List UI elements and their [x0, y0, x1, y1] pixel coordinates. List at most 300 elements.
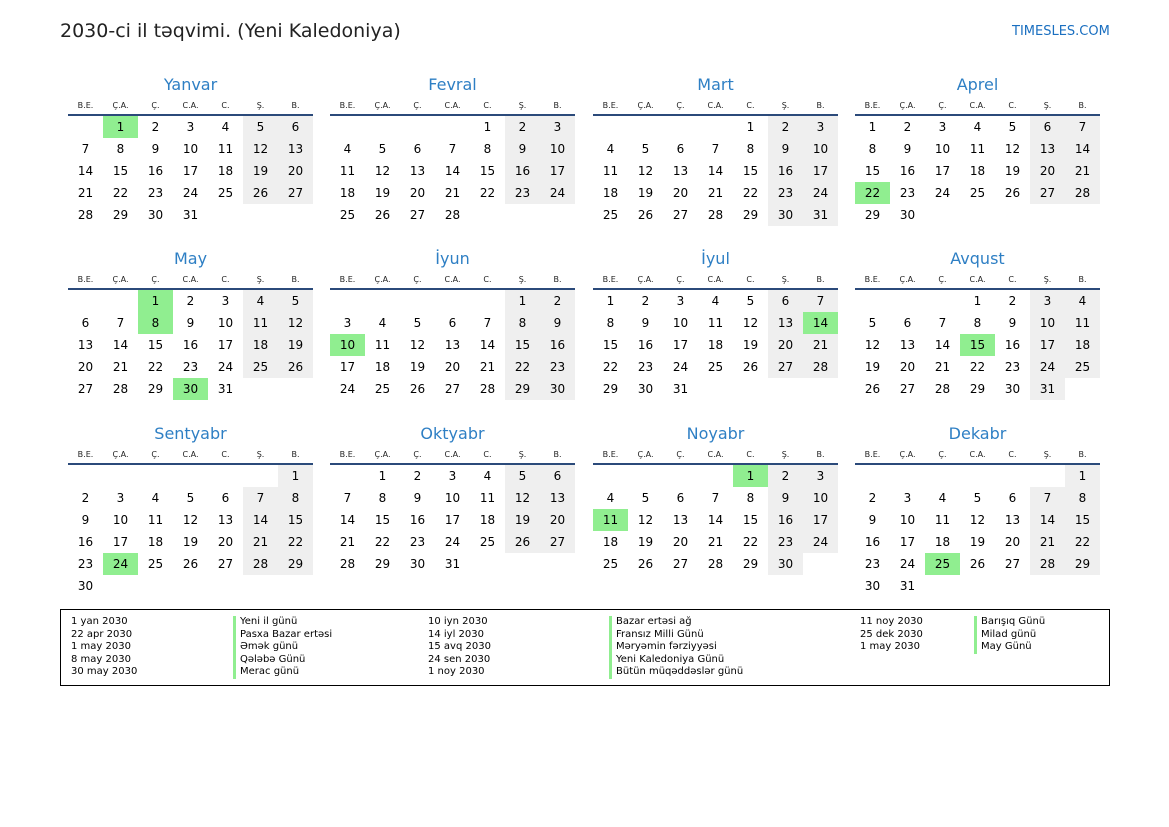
day-cell: 19	[742, 338, 759, 352]
weekday-header	[330, 447, 575, 465]
weekday-label: B.E.	[602, 275, 619, 284]
day-cell: 6	[1030, 116, 1065, 138]
day-cell: 7	[343, 491, 352, 505]
weekday-label: B.E.	[864, 101, 881, 110]
day-cell: 30	[540, 378, 575, 400]
legend-holiday-name: Bazar ertəsi ağ	[609, 616, 743, 629]
weekday-label: C.	[1008, 450, 1017, 459]
month-2	[593, 72, 838, 226]
day-cell: 28	[444, 208, 461, 222]
day-cell: 5	[641, 142, 650, 156]
day-cell: 11	[374, 338, 391, 352]
month-7	[855, 246, 1100, 400]
day-cell: 8	[378, 491, 387, 505]
empty-cell	[960, 465, 995, 487]
day-cell: 12	[409, 338, 426, 352]
day-cell: 1	[973, 294, 982, 308]
day-cell: 15	[505, 334, 540, 356]
day-cell: 8	[1065, 487, 1100, 509]
month-0	[68, 72, 313, 226]
weekday-label: B.E.	[864, 450, 881, 459]
day-cell: 26	[182, 557, 199, 571]
day-cell: 11	[707, 316, 724, 330]
day-cell: 17	[540, 160, 575, 182]
empty-cell	[628, 465, 663, 487]
day-cell: 16	[1004, 338, 1021, 352]
day-cell: 10	[182, 142, 199, 156]
day-cell: 30	[864, 579, 881, 593]
day-cell: 17	[934, 164, 951, 178]
weekday-label: B.E.	[77, 450, 94, 459]
day-cell: 20	[672, 535, 689, 549]
day-cell: 5	[413, 316, 422, 330]
day-cell: 15	[479, 164, 496, 178]
weekday-label: Ş.	[256, 275, 265, 284]
weekday-label: Ş.	[1043, 450, 1052, 459]
day-cell: 25	[217, 186, 234, 200]
weekday-label: B.	[553, 101, 562, 110]
day-cell: 20	[278, 160, 313, 182]
day-cell: 12	[864, 338, 881, 352]
day-cell: 21	[1030, 531, 1065, 553]
day-grid	[593, 465, 838, 575]
day-cell: 28	[339, 557, 356, 571]
weekday-label: Ç.	[151, 275, 160, 284]
month-4	[68, 246, 313, 400]
weekday-label: B.	[1078, 101, 1087, 110]
day-cell: 6	[903, 316, 912, 330]
day-cell: 24	[339, 382, 356, 396]
day-cell: 29	[602, 382, 619, 396]
day-cell: 5	[641, 491, 650, 505]
weekday-label: Ç.A.	[899, 450, 916, 459]
day-cell: 5	[186, 491, 195, 505]
day-cell: 12	[1004, 142, 1021, 156]
day-cell: 30	[768, 204, 803, 226]
day-grid	[855, 290, 1100, 400]
weekday-label: B.E.	[77, 275, 94, 284]
day-cell: 27	[1004, 557, 1021, 571]
day-cell: 5	[1008, 120, 1017, 134]
day-cell: 17	[182, 164, 199, 178]
day-cell: 27	[672, 557, 689, 571]
empty-cell	[365, 116, 400, 138]
day-cell: 6	[676, 491, 685, 505]
day-cell: 1	[1065, 465, 1100, 487]
day-cell: 16	[637, 338, 654, 352]
empty-cell	[103, 290, 138, 312]
day-cell: 18	[339, 186, 356, 200]
day-cell: 5	[378, 142, 387, 156]
month-8	[68, 421, 313, 597]
month-1	[330, 72, 575, 226]
weekday-label: Ç.A.	[112, 450, 129, 459]
day-grid	[330, 116, 575, 226]
month-name: Aprel	[956, 75, 999, 94]
day-cell: 21	[112, 360, 129, 374]
day-cell: 31	[672, 382, 689, 396]
day-cell: 10	[672, 316, 689, 330]
day-cell: 28	[77, 208, 94, 222]
day-cell: 13	[409, 164, 426, 178]
day-cell: 22	[479, 186, 496, 200]
day-cell: 18	[707, 338, 724, 352]
day-grid	[330, 290, 575, 400]
day-cell: 16	[505, 160, 540, 182]
legend-date: 10 iyn 2030	[428, 616, 488, 627]
day-cell: 14	[1030, 509, 1065, 531]
empty-cell	[663, 116, 698, 138]
weekday-label: C.	[746, 101, 755, 110]
day-cell: 19	[1004, 164, 1021, 178]
day-cell: 21	[339, 535, 356, 549]
day-cell: 17	[672, 338, 689, 352]
weekday-label: C.	[1008, 101, 1017, 110]
day-cell: 29	[969, 382, 986, 396]
weekday-label: C.A.	[182, 101, 199, 110]
legend-names-col-3	[974, 616, 1045, 654]
day-cell: 1	[606, 294, 615, 308]
day-cell: 24	[934, 186, 951, 200]
day-cell: 23	[77, 557, 94, 571]
legend-date: 11 noy 2030	[860, 616, 923, 627]
day-cell: 26	[637, 557, 654, 571]
legend-date: 1 may 2030	[71, 641, 131, 652]
day-cell: 26	[969, 557, 986, 571]
day-cell: 13	[217, 513, 234, 527]
day-cell: 17	[112, 535, 129, 549]
empty-cell	[365, 290, 400, 312]
day-cell: 4	[711, 294, 720, 308]
day-grid	[593, 290, 838, 400]
weekday-label: Ç.	[676, 101, 685, 110]
day-cell: 8	[746, 491, 755, 505]
day-cell: 31	[217, 382, 234, 396]
day-cell: 6	[676, 142, 685, 156]
day-cell: 2	[903, 120, 912, 134]
holiday-day-cell: 15	[960, 334, 995, 356]
day-cell: 25	[479, 535, 496, 549]
day-cell: 3	[540, 116, 575, 138]
day-cell: 1	[483, 120, 492, 134]
day-cell: 15	[278, 509, 313, 531]
day-cell: 26	[742, 360, 759, 374]
legend-date: 25 dek 2030	[860, 628, 923, 640]
day-cell: 17	[899, 535, 916, 549]
day-cell: 11	[602, 164, 619, 178]
day-cell: 27	[77, 382, 94, 396]
legend-holiday-name: Bütün müqəddəslər günü	[609, 666, 743, 679]
empty-cell	[925, 290, 960, 312]
day-cell: 20	[672, 186, 689, 200]
day-cell: 10	[112, 513, 129, 527]
day-cell: 4	[606, 142, 615, 156]
day-cell: 11	[339, 164, 356, 178]
day-cell: 28	[934, 382, 951, 396]
day-cell: 20	[444, 360, 461, 374]
weekday-label: C.	[221, 450, 230, 459]
weekday-header	[855, 272, 1100, 290]
day-cell: 30	[768, 553, 803, 575]
month-3	[855, 72, 1100, 226]
day-cell: 11	[479, 491, 496, 505]
day-cell: 4	[378, 316, 387, 330]
day-cell: 7	[803, 290, 838, 312]
weekday-label: B.	[816, 275, 825, 284]
day-cell: 17	[339, 360, 356, 374]
day-cell: 6	[221, 491, 230, 505]
day-cell: 3	[803, 465, 838, 487]
day-cell: 8	[606, 316, 615, 330]
day-cell: 22	[969, 360, 986, 374]
weekday-label: Ç.A.	[112, 101, 129, 110]
weekday-label: B.E.	[602, 101, 619, 110]
day-cell: 20	[899, 360, 916, 374]
weekday-header	[593, 272, 838, 290]
day-cell: 16	[182, 338, 199, 352]
day-cell: 26	[374, 208, 391, 222]
day-cell: 29	[742, 557, 759, 571]
day-cell: 1	[868, 120, 877, 134]
weekday-label: Ş.	[781, 275, 790, 284]
empty-cell	[593, 465, 628, 487]
day-cell: 23	[864, 557, 881, 571]
day-cell: 3	[221, 294, 230, 308]
weekday-label: Ç.	[938, 275, 947, 284]
day-cell: 19	[864, 360, 881, 374]
day-cell: 12	[505, 487, 540, 509]
day-cell: 24	[803, 531, 838, 553]
day-cell: 14	[707, 513, 724, 527]
day-cell: 25	[969, 186, 986, 200]
day-cell: 14	[339, 513, 356, 527]
day-cell: 14	[934, 338, 951, 352]
weekday-header	[855, 98, 1100, 116]
weekday-label: Ç.A.	[637, 101, 654, 110]
day-cell: 22	[505, 356, 540, 378]
day-cell: 10	[540, 138, 575, 160]
day-cell: 7	[1030, 487, 1065, 509]
legend-dates-col-3	[860, 616, 923, 654]
legend-date: 1 noy 2030	[428, 666, 485, 677]
weekday-label: Ç.A.	[374, 450, 391, 459]
weekday-label: B.E.	[864, 275, 881, 284]
day-cell: 23	[768, 531, 803, 553]
day-cell: 11	[934, 513, 951, 527]
day-cell: 13	[278, 138, 313, 160]
day-cell: 19	[505, 509, 540, 531]
empty-cell	[330, 465, 365, 487]
day-cell: 15	[147, 338, 164, 352]
day-cell: 13	[540, 487, 575, 509]
holiday-legend	[60, 609, 1110, 686]
site-link[interactable]: TIMESLES.COM	[1012, 24, 1110, 39]
day-cell: 19	[637, 535, 654, 549]
weekday-label: C.A.	[969, 275, 986, 284]
day-cell: 13	[672, 164, 689, 178]
day-cell: 21	[479, 360, 496, 374]
day-cell: 2	[540, 290, 575, 312]
day-cell: 15	[112, 164, 129, 178]
day-cell: 27	[899, 382, 916, 396]
legend-holiday-name: Pasxa Bazar ertəsi	[233, 629, 332, 642]
day-cell: 29	[505, 378, 540, 400]
weekday-label: Ş.	[1043, 275, 1052, 284]
day-cell: 12	[243, 138, 278, 160]
weekday-label: C.A.	[707, 101, 724, 110]
empty-cell	[330, 290, 365, 312]
day-cell: 8	[116, 142, 125, 156]
day-cell: 31	[444, 557, 461, 571]
day-cell: 9	[540, 312, 575, 334]
weekday-label: B.E.	[339, 450, 356, 459]
weekday-label: C.	[1008, 275, 1017, 284]
weekday-label: C.A.	[444, 101, 461, 110]
weekday-label: Ş.	[256, 101, 265, 110]
day-cell: 25	[243, 356, 278, 378]
day-cell: 14	[444, 164, 461, 178]
day-cell: 25	[1065, 356, 1100, 378]
empty-cell	[68, 465, 103, 487]
day-cell: 27	[444, 382, 461, 396]
legend-date: 1 may 2030	[860, 641, 920, 652]
day-cell: 16	[768, 160, 803, 182]
weekday-label: Ş.	[518, 101, 527, 110]
day-cell: 9	[641, 316, 650, 330]
day-cell: 17	[1030, 334, 1065, 356]
day-cell: 4	[221, 120, 230, 134]
day-cell: 14	[1065, 138, 1100, 160]
page-title: 2030-ci il təqvimi. (Yeni Kaledoniya)	[60, 20, 401, 42]
weekday-label: Ç.A.	[899, 101, 916, 110]
empty-cell	[995, 465, 1030, 487]
weekday-label: C.A.	[969, 101, 986, 110]
day-cell: 10	[899, 513, 916, 527]
day-cell: 11	[217, 142, 234, 156]
empty-cell	[103, 465, 138, 487]
day-cell: 14	[479, 338, 496, 352]
day-cell: 17	[444, 513, 461, 527]
day-cell: 26	[409, 382, 426, 396]
day-cell: 9	[186, 316, 195, 330]
day-cell: 12	[374, 164, 391, 178]
empty-cell	[400, 116, 435, 138]
day-cell: 5	[868, 316, 877, 330]
weekday-label: Ç.A.	[374, 101, 391, 110]
day-cell: 12	[637, 164, 654, 178]
holiday-day-cell: 22	[855, 182, 890, 204]
day-cell: 5	[973, 491, 982, 505]
day-cell: 2	[81, 491, 90, 505]
holiday-day-cell: 25	[925, 553, 960, 575]
month-11	[855, 421, 1100, 597]
day-cell: 28	[1065, 182, 1100, 204]
holiday-day-cell: 8	[138, 312, 173, 334]
empty-cell	[330, 116, 365, 138]
day-cell: 18	[602, 186, 619, 200]
holiday-day-cell: 30	[173, 378, 208, 400]
day-cell: 24	[540, 182, 575, 204]
day-cell: 20	[540, 509, 575, 531]
day-cell: 13	[899, 338, 916, 352]
day-cell: 12	[969, 513, 986, 527]
day-cell: 19	[969, 535, 986, 549]
day-cell: 21	[803, 334, 838, 356]
legend-date: 1 yan 2030	[71, 616, 128, 627]
empty-cell	[890, 290, 925, 312]
day-cell: 22	[602, 360, 619, 374]
day-cell: 15	[742, 164, 759, 178]
month-name: Dekabr	[948, 424, 1007, 443]
day-cell: 8	[278, 487, 313, 509]
day-cell: 28	[243, 553, 278, 575]
day-cell: 27	[672, 208, 689, 222]
day-cell: 15	[742, 513, 759, 527]
weekday-label: Ş.	[781, 450, 790, 459]
day-cell: 4	[483, 469, 492, 483]
day-cell: 7	[711, 491, 720, 505]
day-cell: 14	[707, 164, 724, 178]
day-cell: 26	[864, 382, 881, 396]
day-cell: 22	[1065, 531, 1100, 553]
day-cell: 23	[899, 186, 916, 200]
day-cell: 28	[707, 208, 724, 222]
legend-holiday-name: Fransız Milli Günü	[609, 629, 743, 642]
day-cell: 24	[803, 182, 838, 204]
day-cell: 22	[742, 535, 759, 549]
day-cell: 7	[448, 142, 457, 156]
day-cell: 4	[1065, 290, 1100, 312]
day-cell: 25	[602, 208, 619, 222]
day-cell: 31	[182, 208, 199, 222]
empty-cell	[470, 290, 505, 312]
day-cell: 29	[864, 208, 881, 222]
day-cell: 5	[505, 465, 540, 487]
day-cell: 26	[505, 531, 540, 553]
weekday-label: B.	[553, 275, 562, 284]
weekday-header	[855, 447, 1100, 465]
day-cell: 9	[768, 487, 803, 509]
day-cell: 3	[803, 116, 838, 138]
day-cell: 23	[147, 186, 164, 200]
weekday-label: Ç.	[413, 101, 422, 110]
weekday-label: Ç.A.	[899, 275, 916, 284]
day-cell: 2	[1008, 294, 1017, 308]
day-cell: 7	[116, 316, 125, 330]
day-cell: 4	[938, 491, 947, 505]
day-cell: 21	[243, 531, 278, 553]
weekday-label: C.	[483, 101, 492, 110]
day-cell: 20	[1004, 535, 1021, 549]
day-cell: 26	[243, 182, 278, 204]
day-cell: 18	[243, 334, 278, 356]
legend-holiday-name: Milad günü	[974, 629, 1045, 642]
weekday-label: C.	[746, 450, 755, 459]
day-cell: 1	[746, 120, 755, 134]
day-cell: 6	[81, 316, 90, 330]
holiday-day-cell: 14	[803, 312, 838, 334]
day-cell: 3	[1030, 290, 1065, 312]
holiday-day-cell: 10	[330, 334, 365, 356]
weekday-label: Ç.	[676, 275, 685, 284]
day-cell: 7	[1065, 116, 1100, 138]
day-cell: 19	[182, 535, 199, 549]
day-cell: 9	[768, 138, 803, 160]
day-cell: 16	[864, 535, 881, 549]
day-cell: 4	[243, 290, 278, 312]
weekday-label: B.	[291, 275, 300, 284]
day-cell: 25	[374, 382, 391, 396]
